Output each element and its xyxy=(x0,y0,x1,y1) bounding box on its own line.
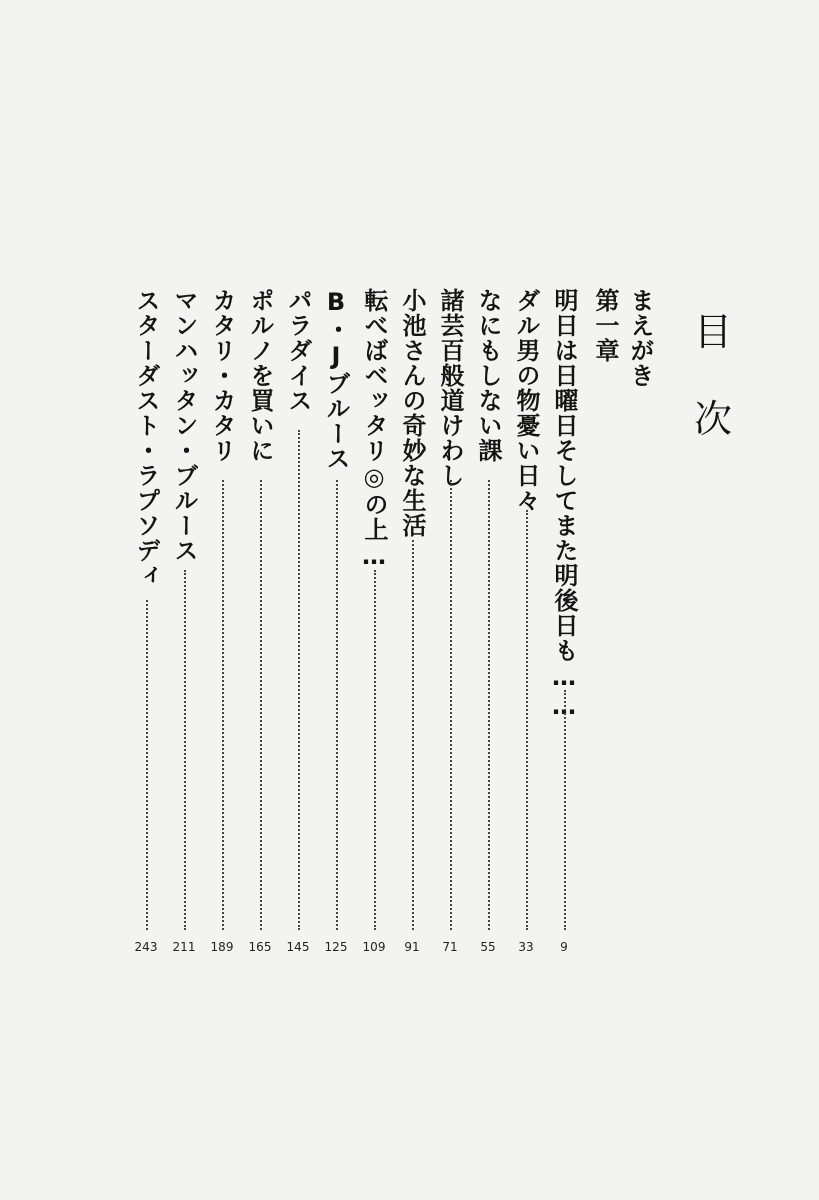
toc-entry-leader xyxy=(526,510,528,930)
toc-entry-title: 明日は日曜日そしてまた明後日も…… xyxy=(550,288,578,721)
toc-entry-page: 91 xyxy=(404,940,420,954)
toc-entry-page: 109 xyxy=(362,940,386,954)
toc-entry-page: 243 xyxy=(134,940,158,954)
toc-entry-page: 145 xyxy=(286,940,310,954)
toc-entry-leader xyxy=(374,570,376,930)
toc-entry-page: 125 xyxy=(324,940,348,954)
toc-entry-page: 211 xyxy=(172,940,196,954)
toc-title-char-2: 次 xyxy=(694,397,733,441)
toc-entry-title: パラダイス xyxy=(284,288,312,413)
toc-entry-leader xyxy=(184,570,186,930)
toc-entry-leader xyxy=(222,480,224,930)
toc-entry-leader xyxy=(450,480,452,930)
toc-entry-title: 転べばベッタリ◎の上… xyxy=(360,288,388,571)
toc-entry-leader xyxy=(412,540,414,930)
toc-entry-title: 諸芸百般道けわし xyxy=(436,288,464,488)
chapter-label: 第一章 xyxy=(591,288,619,363)
toc-entry-title: ポルノを買いに xyxy=(246,288,274,463)
toc-entry-title: スターダスト・ラプソディ xyxy=(132,288,160,588)
toc-entry-title: 小池さんの奇妙な生活 xyxy=(398,288,426,538)
toc-entry-page: 9 xyxy=(560,940,568,954)
toc-entry-leader xyxy=(564,690,566,930)
toc-title-char-1: 目 xyxy=(694,310,733,354)
toc-entry-leader xyxy=(298,430,300,930)
toc-entry-leader xyxy=(488,480,490,930)
toc-entry-title: カタリ・カタリ xyxy=(208,288,236,463)
toc-entry-leader xyxy=(146,600,148,930)
toc-entry-leader xyxy=(260,480,262,930)
preface-label: まえがき xyxy=(626,288,654,388)
toc-entry-page: 165 xyxy=(248,940,272,954)
toc-entry-page: 33 xyxy=(518,940,534,954)
toc-entry-title: マンハッタン・ブルース xyxy=(170,288,198,563)
toc-entry-page: 55 xyxy=(480,940,496,954)
toc-entry-title: なにもしない課 xyxy=(474,288,502,463)
toc-entry-title: ダル男の物憂い日々 xyxy=(512,288,540,513)
toc-entry-page: 71 xyxy=(442,940,458,954)
toc-entry-leader xyxy=(336,480,338,930)
toc-entry-title: B・Jブルース xyxy=(322,288,350,471)
toc-entry-page: 189 xyxy=(210,940,234,954)
